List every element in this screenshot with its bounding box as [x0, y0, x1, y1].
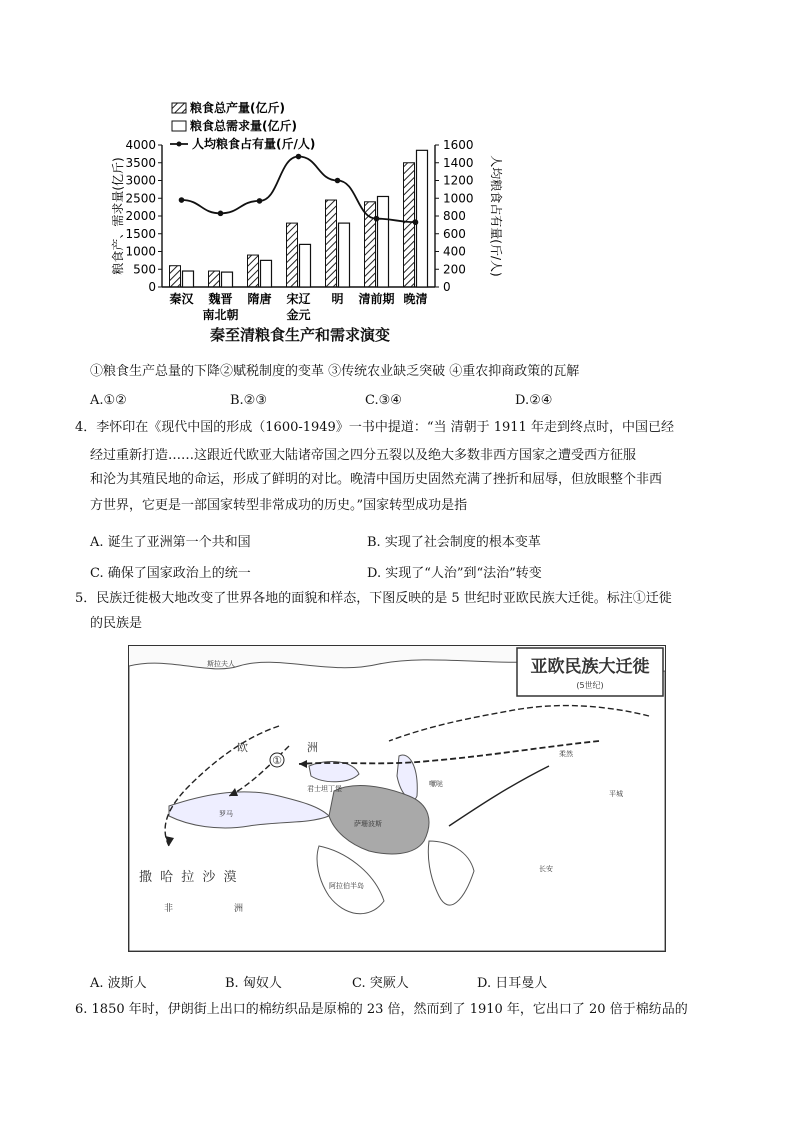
legend-swatch-demand — [172, 121, 186, 131]
q4-option-b: B. 实现了社会制度的根本变革 — [367, 535, 541, 550]
tick-label-right: 1400 — [443, 155, 474, 170]
map-label-sahara: 撒 哈 拉 沙 漠 — [139, 870, 239, 885]
q5-line-1: 5．民族迁徙极大地改变了世界各地的面貌和样态，下图反映的是 5 世纪时亚欧民族大迁徙。标注①迁徙 — [75, 591, 672, 606]
map-label-changan: 长安 — [539, 865, 553, 873]
bar-demand — [300, 244, 311, 287]
tick-label-left: 2000 — [125, 209, 156, 223]
chart-axes — [158, 145, 439, 287]
map-subtitle: (5世纪) — [576, 681, 604, 690]
q3-option-d: D.②④ — [515, 393, 553, 408]
bar-production — [287, 223, 298, 287]
map-label-rome: 罗马 — [219, 810, 233, 818]
q3-option-a: A.①② — [90, 393, 127, 408]
category-label: 秦汉 — [169, 292, 194, 306]
map-label-eu1: 欧 — [237, 741, 248, 754]
tick-label-left: 2500 — [125, 191, 156, 206]
tick-label-left: 3000 — [125, 173, 156, 188]
q4-line-1: 4．李怀印在《现代中国的形成（1600-1949》一书中提道：“当 清朝于 1911 年走到终点时，中国已经 — [75, 420, 674, 435]
category-label: 清前期 — [358, 292, 395, 306]
tick-label-left: 500 — [133, 262, 156, 277]
q5-option-b: B. 匈奴人 — [225, 976, 282, 991]
bar-demand — [378, 196, 389, 287]
grain-chart — [100, 95, 520, 350]
map-title: 亚欧民族大迁徙 — [530, 657, 650, 677]
q4-option-a: A. 诞生了亚洲第一个共和国 — [90, 535, 251, 550]
q4-line-4: 方世界，它更是一部国家转型非常成功的历史。”国家转型成功是指 — [90, 498, 468, 513]
tick-label-right: 600 — [443, 226, 466, 241]
tick-label-right: 1600 — [443, 138, 474, 152]
per-capita-point — [413, 219, 419, 225]
per-capita-point — [257, 198, 263, 204]
legend-label-demand: 粮食总需求量(亿斤) — [190, 119, 297, 133]
map-label-slavs: 斯拉夫人 — [207, 660, 235, 668]
marker-1: ① — [272, 754, 282, 767]
tick-label-left: 4000 — [125, 138, 156, 152]
q3-option-b: B.②③ — [230, 393, 267, 408]
q4-option-d: D. 实现了“人治”到“法治”转变 — [367, 566, 542, 581]
map-label-pingcheng: 平城 — [609, 790, 623, 798]
q5-option-c: C. 突厥人 — [352, 976, 409, 991]
tick-label-right: 400 — [443, 244, 466, 259]
per-capita-point — [218, 211, 224, 217]
map-label-eu2: 洲 — [307, 741, 318, 754]
tick-label-left: 1000 — [125, 244, 156, 259]
bar-production — [326, 200, 337, 287]
tick-label-left: 3500 — [125, 155, 156, 170]
legend-swatch-production — [172, 103, 186, 113]
q6-line-1: 6. 1850 年时，伊朗街上出口的棉纺织品是原棉的 23 倍，然而到了 1910 年，它出口了 20 倍于棉纺品的 — [75, 1002, 688, 1017]
chart-legend — [170, 100, 315, 151]
map-label-af1: 非 — [164, 904, 174, 914]
category-label: 南北朝 — [202, 308, 239, 322]
bar-demand — [222, 272, 233, 287]
category-label: 宋辽 — [286, 292, 311, 306]
tick-label-right: 200 — [443, 262, 466, 277]
q5-option-d: D. 日耳曼人 — [477, 976, 548, 991]
migration-map — [128, 645, 666, 952]
map-label-arabia: 阿拉伯半岛 — [329, 882, 364, 890]
q4-option-c: C. 确保了国家政治上的统一 — [90, 566, 251, 581]
bar-production — [209, 271, 220, 287]
tick-label-right: 1200 — [443, 173, 474, 188]
q4-line-3: 和沦为其殖民地的命运，形成了鲜明的对比。晚清中国历史固然充满了挫折和屈辱，但放眼整个非西 — [90, 472, 663, 487]
tick-label-right: 0 — [443, 280, 451, 294]
legend-label-line: 人均粮食占有量(斤/人) — [192, 137, 316, 151]
category-label: 金元 — [286, 308, 311, 322]
map-label-af2: 洲 — [234, 904, 244, 914]
y-axis-label-left: 粮食产、需求量(亿斤) — [111, 157, 125, 275]
category-label: 晚清 — [403, 292, 428, 306]
q4-line-2: 经过重新打造……这跟近代欧亚大陆诸帝国之四分五裂以及绝大多数非西方国家之遭受西方征服 — [90, 448, 637, 463]
q5-line-2: 的民族是 — [90, 616, 143, 631]
q5-option-a: A. 波斯人 — [90, 976, 147, 991]
map-label-persia: 萨珊波斯 — [354, 820, 382, 828]
per-capita-point — [374, 216, 380, 222]
per-capita-point — [179, 197, 185, 203]
tick-label-right: 1000 — [443, 191, 474, 206]
per-capita-point — [335, 178, 341, 184]
category-label: 隋唐 — [247, 292, 272, 306]
legend-swatch-point — [177, 142, 182, 147]
chart-labels — [110, 138, 504, 322]
legend-label-production: 粮食总产量(亿斤) — [190, 101, 285, 115]
map-label-constantinople: 君士坦丁堡 — [307, 785, 342, 793]
category-label: 魏晋 — [208, 292, 233, 306]
y-axis-label-right: 人均粮食占有量(斤/人) — [489, 155, 503, 277]
bar-demand — [261, 260, 272, 287]
bar-production — [248, 255, 259, 287]
category-label: 明 — [331, 292, 344, 306]
bar-production — [404, 163, 415, 287]
chart-title: 秦至清粮食生产和需求演变 — [210, 326, 391, 344]
tick-label-left: 0 — [148, 280, 156, 294]
map-label-rouran: 柔然 — [559, 750, 573, 758]
bar-demand — [417, 150, 428, 287]
q3-statements: ①粮食生产总量的下降②赋税制度的变革 ③传统农业缺乏突破 ④重农抑商政策的瓦解 — [90, 364, 580, 379]
map-label-ephthalites: 嚈哒 — [429, 780, 443, 788]
bar-demand — [339, 223, 350, 287]
bar-demand — [183, 271, 194, 287]
bar-production — [170, 266, 181, 287]
tick-label-left: 1500 — [125, 226, 156, 241]
per-capita-point — [296, 154, 302, 160]
tick-label-right: 800 — [443, 209, 466, 223]
q3-option-c: C.③④ — [365, 393, 402, 408]
